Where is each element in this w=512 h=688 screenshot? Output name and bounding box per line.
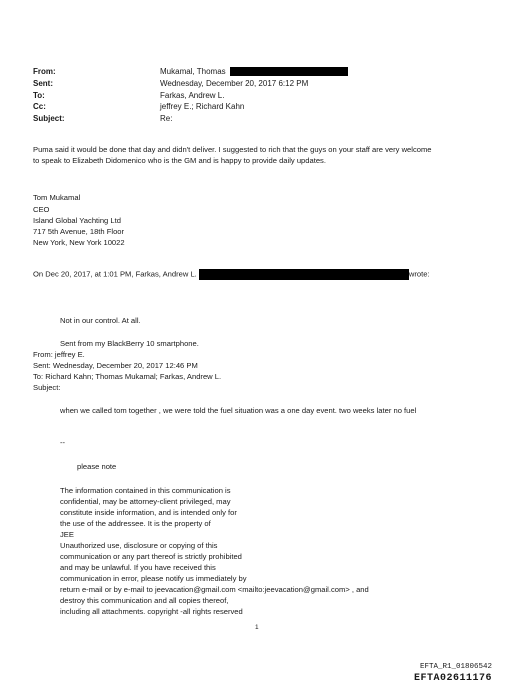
forward-subject: Subject: xyxy=(33,383,61,392)
disclaimer-line: The information contained in this communication is xyxy=(60,486,231,495)
forward-from: From: jeffrey E. xyxy=(33,350,85,359)
page-number: 1 xyxy=(255,624,259,631)
disclaimer-line: including all attachments. copyright -all rights reserved xyxy=(60,607,243,616)
disclaimer-line: constitute inside information, and is intended only for xyxy=(60,508,237,517)
disclaimer-line: confidential, may be attorney-client privileged, may xyxy=(60,497,231,506)
signature-address-2: New York, New York 10022 xyxy=(33,238,125,247)
disclaimer-line: destroy this communication and all copies thereof, xyxy=(60,596,229,605)
quote-text: Not in our control. At all. xyxy=(60,316,141,325)
signature-address-1: 717 5th Avenue, 18th Floor xyxy=(33,227,125,236)
sent-label: Sent: xyxy=(33,79,53,88)
redaction-box xyxy=(230,67,348,76)
separator-dashes: -- xyxy=(60,438,66,447)
body-line-2: to speak to Elizabeth Didomenico who is the GM and is happy to provide daily updates. xyxy=(33,156,326,165)
from-name: Mukamal, Thomas xyxy=(160,67,226,76)
disclaimer-line: and may be unlawful. If you have received this xyxy=(60,563,216,572)
cc-label: Cc: xyxy=(33,102,46,111)
to-label: To: xyxy=(33,91,45,100)
quote-intro-end: wrote: xyxy=(408,269,430,279)
sent-value: Wednesday, December 20, 2017 6:12 PM xyxy=(160,79,309,88)
quote-intro-start: On Dec 20, 2017, at 1:01 PM, Farkas, Andrew L. xyxy=(33,269,197,279)
subject-value: Re: xyxy=(160,114,173,123)
bates-number-2: EFTA02611176 xyxy=(413,673,492,684)
disclaimer-line: Unauthorized use, disclosure or copying of this xyxy=(60,541,218,550)
signature-title: CEO xyxy=(33,205,50,214)
disclaimer-line: the use of the addressee. It is the property of xyxy=(60,519,211,528)
body-line-1: Puma said it would be done that day and didn't deliver. I suggested to rich that the guys on your staff are very welcome xyxy=(33,145,432,154)
forward-sent: Sent: Wednesday, December 20, 2017 12:46 PM xyxy=(33,361,198,370)
signature-company: Island Global Yachting Ltd xyxy=(33,216,121,225)
quote2-text: when we called tom together , we were told the fuel situation was a one day event. two weeks later no fuel xyxy=(60,406,417,415)
redaction-box xyxy=(199,269,409,280)
disclaimer-line: JEE xyxy=(60,530,74,539)
disclaimer-line: return e-mail or by e-mail to jeevacation@gmail.com <mailto:jeevacation@gmail.com> , and xyxy=(60,585,369,594)
from-value xyxy=(160,67,348,76)
disclaimer-line: communication in error, please notify us immediately by xyxy=(60,574,247,583)
to-value: Farkas, Andrew L. xyxy=(160,91,225,100)
from-label: From: xyxy=(33,67,56,76)
forward-to: To: Richard Kahn; Thomas Mukamal; Farkas, Andrew L. xyxy=(33,372,222,381)
bates-number-1: EFTA_R1_01806542 xyxy=(419,663,492,671)
subject-label: Subject: xyxy=(33,114,65,123)
quote-intro xyxy=(33,269,430,280)
sent-from-device: Sent from my BlackBerry 10 smartphone. xyxy=(60,339,199,348)
please-note: please note xyxy=(77,462,117,471)
cc-value: jeffrey E.; Richard Kahn xyxy=(160,102,245,111)
disclaimer-line: communication or any part thereof is strictly prohibited xyxy=(60,552,242,561)
signature-name: Tom Mukamal xyxy=(33,193,81,202)
